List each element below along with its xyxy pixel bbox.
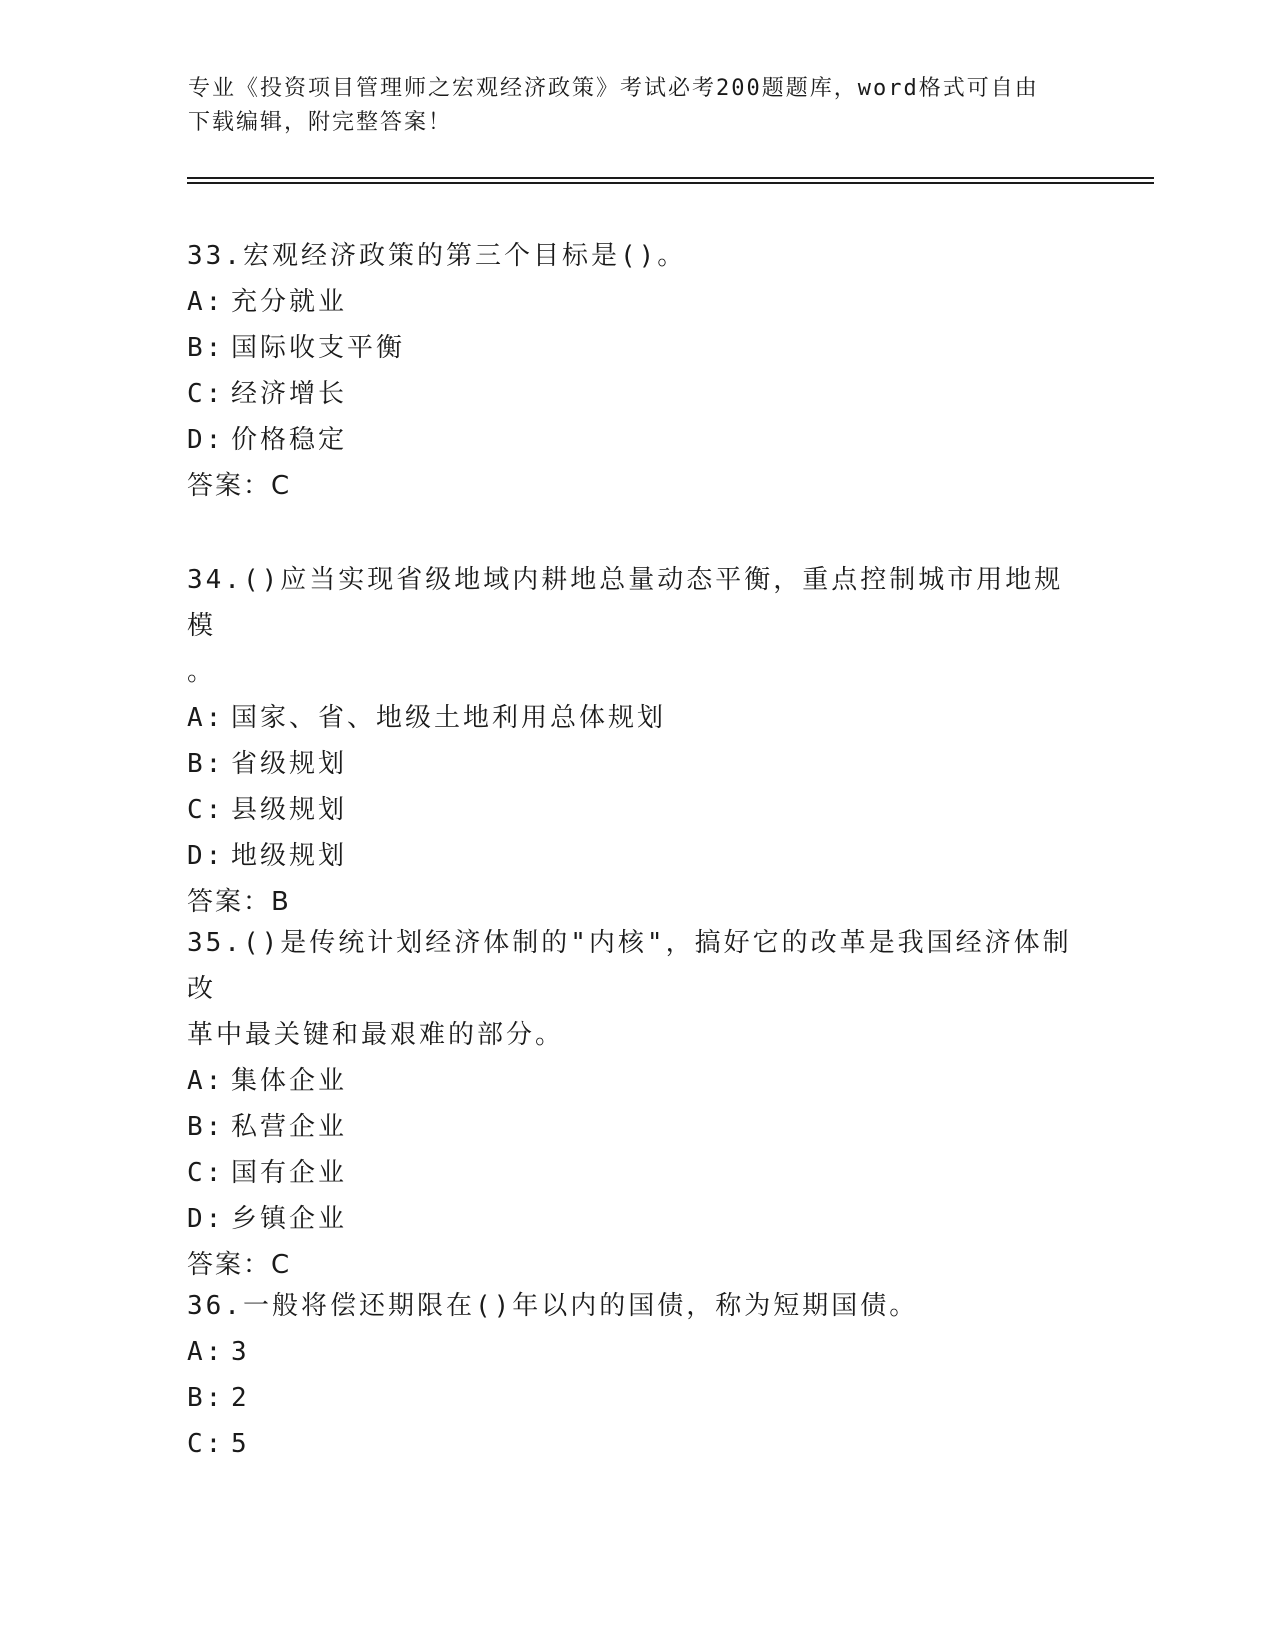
- header-line-2: 下载编辑，附完整答案！: [188, 110, 453, 135]
- question-title-continued: 革中最关键和最艰难的部分。: [187, 1020, 565, 1050]
- option-d: [187, 417, 1087, 463]
- option-text: 乡镇企业: [231, 1204, 348, 1234]
- answer-line: 答案：C: [187, 471, 292, 501]
- option-c: [187, 787, 1087, 833]
- option-text: 私营企业: [231, 1112, 348, 1142]
- option-text: 县级规划: [231, 795, 348, 825]
- option-key: A:: [187, 703, 225, 733]
- header-line-1: 专业《投资项目管理师之宏观经济政策》考试必考200题题库，word格式可自由: [188, 76, 1039, 101]
- option-b: [187, 1375, 1087, 1421]
- option-a: [187, 695, 1087, 741]
- header-divider-top: [187, 177, 1154, 179]
- question-36: [187, 1283, 1087, 1467]
- option-d: [187, 833, 1087, 879]
- question-title-continued: 。: [187, 657, 217, 687]
- option-key: A:: [187, 1066, 225, 1096]
- option-key: A:: [187, 1337, 225, 1367]
- option-text: 集体企业: [231, 1066, 348, 1096]
- option-key: B:: [187, 333, 225, 363]
- option-key: D:: [187, 841, 225, 871]
- option-b: [187, 1104, 1087, 1150]
- option-key: A:: [187, 287, 225, 317]
- answer-line: 答案：B: [187, 887, 291, 917]
- option-text: 3: [231, 1337, 250, 1367]
- question-35: [187, 920, 1087, 1288]
- option-text: 国家、省、地级土地利用总体规划: [231, 703, 667, 733]
- option-key: C:: [187, 1158, 225, 1188]
- question-34: [187, 557, 1087, 925]
- option-key: D:: [187, 425, 225, 455]
- option-c: [187, 1421, 1087, 1467]
- question-title: 33.宏观经济政策的第三个目标是()。: [187, 241, 687, 271]
- option-text: 2: [231, 1383, 250, 1413]
- option-a: [187, 1329, 1087, 1375]
- option-b: [187, 325, 1087, 371]
- option-key: B:: [187, 1383, 225, 1413]
- option-text: 国际收支平衡: [231, 333, 406, 363]
- option-key: C:: [187, 379, 225, 409]
- option-text: 经济增长: [231, 379, 348, 409]
- header-divider-bottom: [187, 182, 1154, 184]
- option-key: C:: [187, 1429, 225, 1459]
- option-key: B:: [187, 1112, 225, 1142]
- option-text: 省级规划: [231, 749, 348, 779]
- option-text: 充分就业: [231, 287, 348, 317]
- option-c: [187, 1150, 1087, 1196]
- option-text: 5: [231, 1429, 250, 1459]
- option-key: D:: [187, 1204, 225, 1234]
- option-key: B:: [187, 749, 225, 779]
- question-title: 36.一般将偿还期限在()年以内的国债，称为短期国债。: [187, 1291, 919, 1321]
- question-title: 35.()是传统计划经济体制的"内核"，搞好它的改革是我国经济体制改: [187, 928, 1072, 1004]
- option-a: [187, 1058, 1087, 1104]
- option-b: [187, 741, 1087, 787]
- option-text: 价格稳定: [231, 425, 348, 455]
- option-a: [187, 279, 1087, 325]
- option-text: 地级规划: [231, 841, 348, 871]
- option-d: [187, 1196, 1087, 1242]
- option-key: C:: [187, 795, 225, 825]
- option-c: [187, 371, 1087, 417]
- question-title: 34.()应当实现省级地域内耕地总量动态平衡，重点控制城市用地规模: [187, 565, 1064, 641]
- question-33: [187, 233, 1087, 509]
- option-text: 国有企业: [231, 1158, 348, 1188]
- answer-line: 答案：C: [187, 1250, 292, 1280]
- document-header: [188, 72, 1068, 140]
